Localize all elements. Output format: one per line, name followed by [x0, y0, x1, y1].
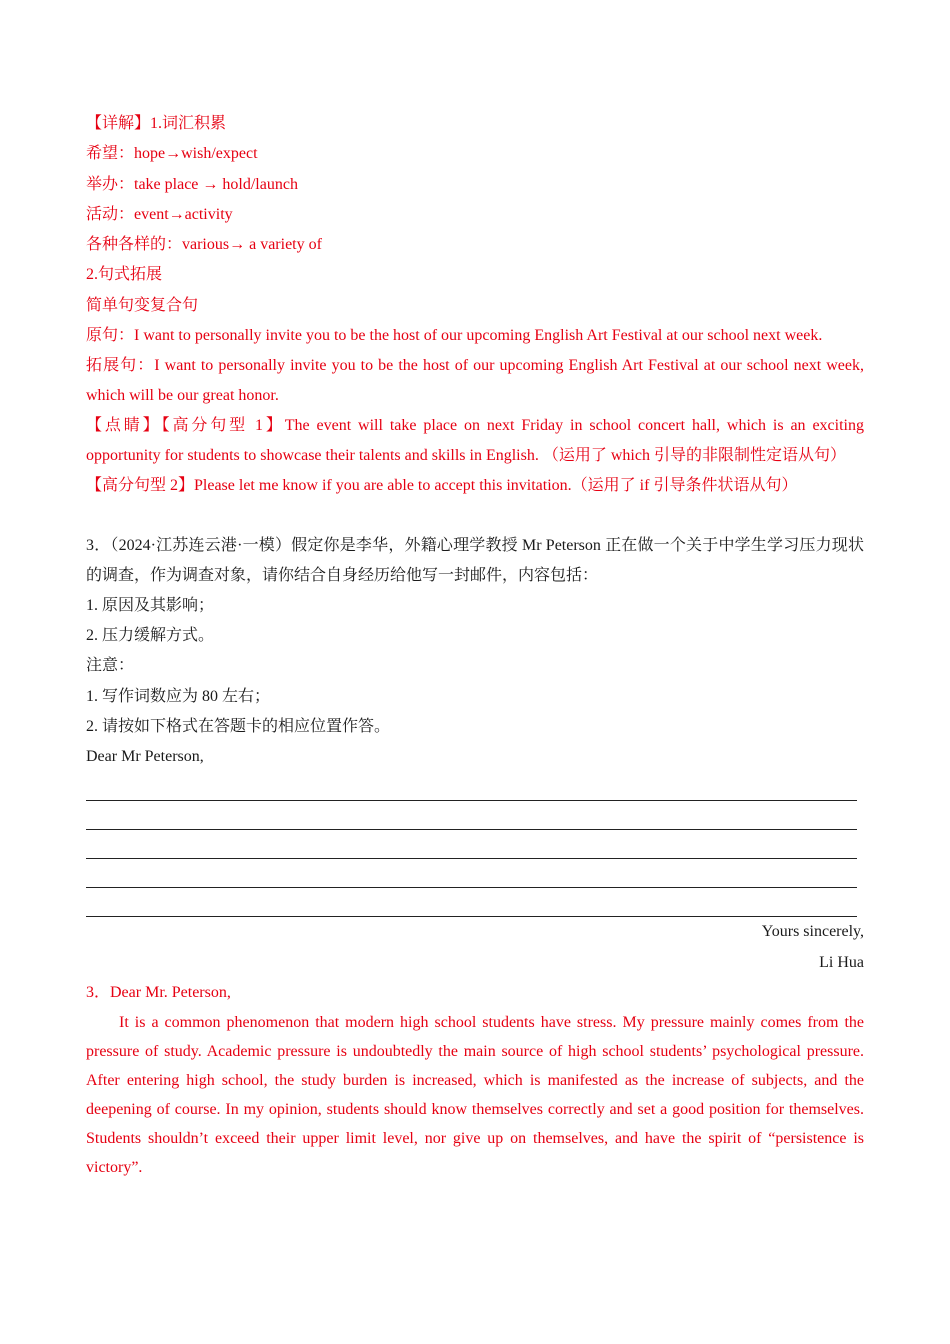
- letter-closing: Yours sincerely,: [761, 923, 864, 941]
- answer-line: [86, 772, 857, 801]
- note-1: 1. 写作词数应为 80 左右；: [86, 687, 271, 705]
- letter-salutation: Dear Mr Peterson,: [86, 748, 204, 766]
- answer-line: [86, 888, 857, 917]
- note-2: 2. 请按如下格式在答题卡的相应位置作答。: [86, 717, 391, 735]
- vocab-item-various: 各种各样的：various→ a variety of: [86, 236, 322, 254]
- vocab-item-hope: 希望：hope→wish/expect: [86, 145, 258, 163]
- document-page: [86, 109, 864, 1182]
- explanation-heading: 【详解】1.词汇积累: [86, 115, 227, 132]
- answer-line: [86, 801, 857, 830]
- question-point-2: 2. 压力缓解方式。: [86, 626, 215, 644]
- highlight-sentence-2: 【高分句型 2】Please let me know if you are able to accept this invitation.（运用了 if 引导条件状语从句）: [86, 477, 798, 495]
- vocab-item-event: 活动：event→activity: [86, 205, 233, 223]
- expanded-sentence: 拓展句：I want to personally invite you to be the host of our upcoming English Art Festival at our school next week, which will be our great honor.: [86, 357, 864, 405]
- answer-body: It is a common phenomenon that modern high school students have stress. My pressure mainly comes from the pressure of study. Academic pressure is undoubtedly the main source of high school students’ psychological pressure. After entering high school, the study burden is increased, which is manifested as the increase of subjects, and the deepening of course. In my opinion, students should know themselves correctly and set a good position for themselves. Students shouldn’t exceed their upper limit level, nor give up on themselves, and have the spirit of “persistence is victory”.: [86, 1014, 864, 1177]
- question-point-1: 1. 原因及其影响；: [86, 596, 215, 614]
- highlight-sentence-1: 【点睛】【高分句型 1】The event will take place on next Friday in school concert hall, which is an exciting opportunity for students to showcase their talents and skills in English. （运用了 which 引导的非限制性定语从句）: [86, 417, 864, 465]
- section2-subheading: 简单句变复合句: [86, 296, 199, 314]
- original-sentence: 原句：I want to personally invite you to be the host of our upcoming English Art Festival at our school next week.: [86, 327, 823, 345]
- question-prompt: 3．（2024·江苏连云港·一模）假定你是李华，外籍心理学教授 Mr Peterson 正在做一个关于中学生学习压力现状的调查，作为调查对象，请你结合自身经历给他写一封邮件，内容包括：: [86, 536, 864, 584]
- section2-heading: 2.句式拓展: [86, 266, 163, 284]
- vocab-item-take-place: 举办：take place → hold/launch: [86, 175, 298, 193]
- answer-line: [86, 859, 857, 888]
- letter-signature: Li Hua: [819, 953, 864, 971]
- answer-line: [86, 830, 857, 859]
- answer-heading: 3．Dear Mr. Peterson,: [86, 984, 231, 1002]
- notes-label: 注意：: [86, 657, 135, 675]
- spacer: [86, 502, 864, 531]
